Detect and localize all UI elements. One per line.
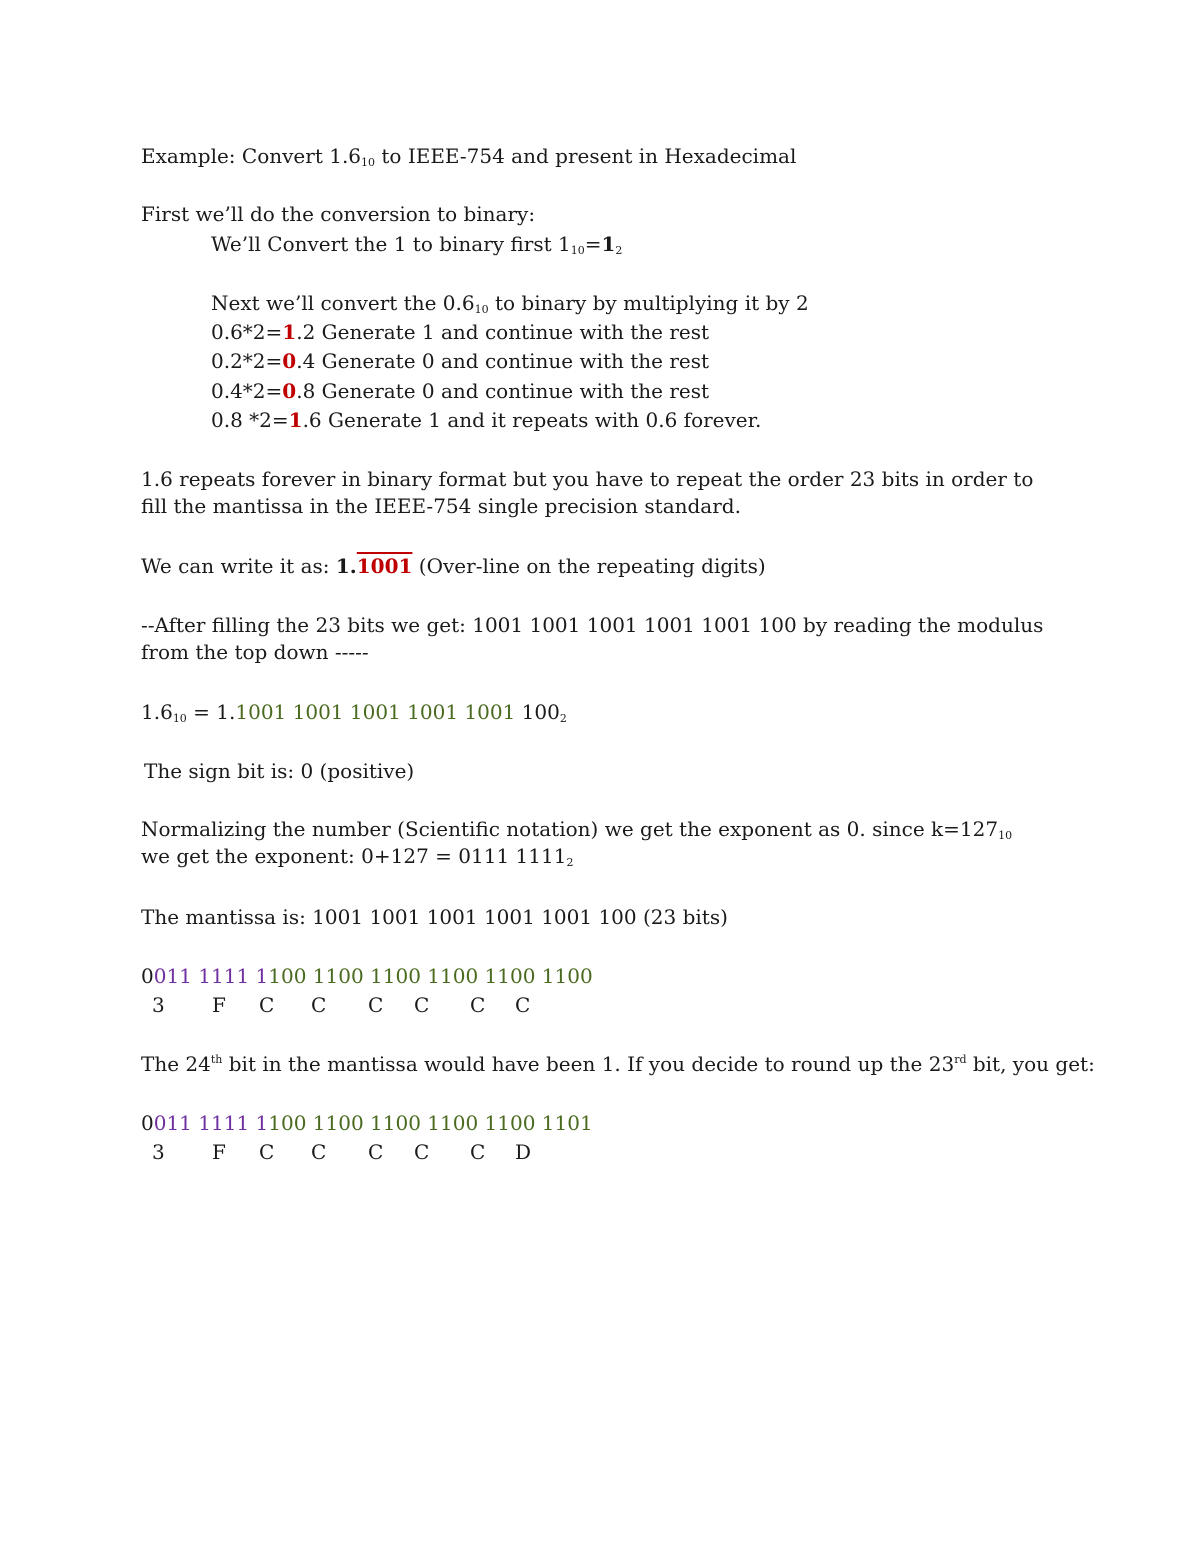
step-convert-fraction xyxy=(211,291,809,315)
hex-digit: C xyxy=(414,993,430,1017)
mult-expr: 0.4*2= xyxy=(211,379,283,403)
rounding-line xyxy=(141,1052,1095,1076)
mantissa-line: The mantissa is: 1001 1001 1001 1001 1001 100 (23 bits) xyxy=(141,905,728,929)
exponent-bits: 011 1111 1 xyxy=(153,964,269,988)
mult-result: .2 Generate 1 and continue with the rest xyxy=(296,320,710,344)
title-text: Example: Convert 1.6 xyxy=(141,144,362,168)
hex-digit: D xyxy=(515,1140,532,1164)
hex-digit: C xyxy=(515,993,531,1017)
hex-digit: C xyxy=(368,993,384,1017)
repeat-paragraph: 1.6 repeats forever in binary format but you have to repeat the order 23 bits in order to fill the mantissa in the IEEE-754 single precision standard. xyxy=(141,467,1034,518)
hex-digit: C xyxy=(470,1140,486,1164)
tail-bits: 100 xyxy=(515,700,560,724)
subscript: 10 xyxy=(172,712,187,725)
mult-expr: 0.6*2= xyxy=(211,320,283,344)
rounding-text: The 24 xyxy=(141,1052,211,1076)
hex-digit: 3 xyxy=(152,993,165,1017)
mult-line xyxy=(211,379,709,403)
subscript: 10 xyxy=(361,156,376,169)
mult-line xyxy=(211,408,761,432)
integer-part: 1. xyxy=(335,554,357,578)
exponent-bits: 011 1111 1 xyxy=(153,1111,269,1135)
subscript: 10 xyxy=(570,244,585,257)
repeating-bits: 1001 1001 1001 1001 1001 xyxy=(235,700,516,724)
mult-result: .6 Generate 1 and it repeats with 0.6 forever. xyxy=(302,408,762,432)
subscript: 2 xyxy=(566,856,574,869)
mult-line xyxy=(211,320,709,344)
sign-bit: 0 xyxy=(141,1111,154,1135)
superscript: rd xyxy=(954,1053,967,1066)
hex-digit: C xyxy=(311,993,327,1017)
step-text-rest: to binary by multiplying it by 2 xyxy=(488,291,809,315)
repeating-notation-line xyxy=(141,554,766,578)
bold-digit: 1 xyxy=(601,232,616,256)
mult-expr: 0.8 *2= xyxy=(211,408,289,432)
mult-result: .8 Generate 0 and continue with the rest xyxy=(296,379,710,403)
generated-bit: 0 xyxy=(282,349,297,373)
mult-result: .4 Generate 0 and continue with the rest xyxy=(296,349,710,373)
hex-digit: 3 xyxy=(152,1140,165,1164)
decimal-value: 1.6 xyxy=(141,700,173,724)
sign-bit-line: The sign bit is: 0 (positive) xyxy=(144,759,415,783)
hex-digit: C xyxy=(414,1140,430,1164)
superscript: th xyxy=(210,1053,223,1066)
binary-result-line xyxy=(141,700,567,724)
hex-digit: C xyxy=(470,993,486,1017)
rounding-text-mid: bit in the mantissa would have been 1. If you decide to round up the 23 xyxy=(222,1052,955,1076)
equals: = 1. xyxy=(186,700,236,724)
hex-digit: C xyxy=(259,1140,275,1164)
example-title xyxy=(141,144,796,168)
write-note: (Over-line on the repeating digits) xyxy=(412,554,766,578)
ieee-binary-line xyxy=(141,964,593,988)
step-text: We’ll Convert the 1 to binary first 1 xyxy=(211,232,571,256)
mult-line xyxy=(211,349,709,373)
subscript: 2 xyxy=(559,712,567,725)
mult-expr: 0.2*2= xyxy=(211,349,283,373)
hex-digit: F xyxy=(212,993,226,1017)
normalize-paragraph xyxy=(141,816,1046,870)
mantissa-bits: 100 1100 1100 1100 1100 1100 xyxy=(268,964,593,988)
title-text-rest: to IEEE-754 and present in Hexadecimal xyxy=(375,144,797,168)
sign-bit: 0 xyxy=(141,964,154,988)
subscript: 10 xyxy=(998,829,1013,842)
normalize-text: Normalizing the number (Scientific notation) we get the exponent as 0. since k=127 xyxy=(141,817,999,841)
hex-digit: C xyxy=(368,1140,384,1164)
repeating-digits: 1001 xyxy=(356,554,413,578)
hex-digit: C xyxy=(259,993,275,1017)
ieee-binary-rounded-line xyxy=(141,1111,593,1135)
normalize-text-rest: we get the exponent: 0+127 = 0111 1111 xyxy=(141,844,567,868)
mantissa-bits: 100 1100 1100 1100 1100 1101 xyxy=(268,1111,593,1135)
fill-paragraph: --After filling the 23 bits we get: 1001 1001 1001 1001 1001 100 by reading the modulus from the top down ----- xyxy=(141,613,1044,664)
generated-bit: 1 xyxy=(282,320,297,344)
generated-bit: 0 xyxy=(282,379,297,403)
intro-line: First we’ll do the conversion to binary: xyxy=(141,202,536,226)
subscript: 10 xyxy=(474,303,489,316)
subscript: 2 xyxy=(615,244,623,257)
equals: = xyxy=(584,232,602,256)
step-convert-one xyxy=(211,232,622,256)
write-text: We can write it as: xyxy=(141,554,336,578)
generated-bit: 1 xyxy=(288,408,303,432)
rounding-text-end: bit, you get: xyxy=(966,1052,1095,1076)
step-text: Next we’ll convert the 0.6 xyxy=(211,291,475,315)
hex-digit: C xyxy=(311,1140,327,1164)
hex-digit: F xyxy=(212,1140,226,1164)
